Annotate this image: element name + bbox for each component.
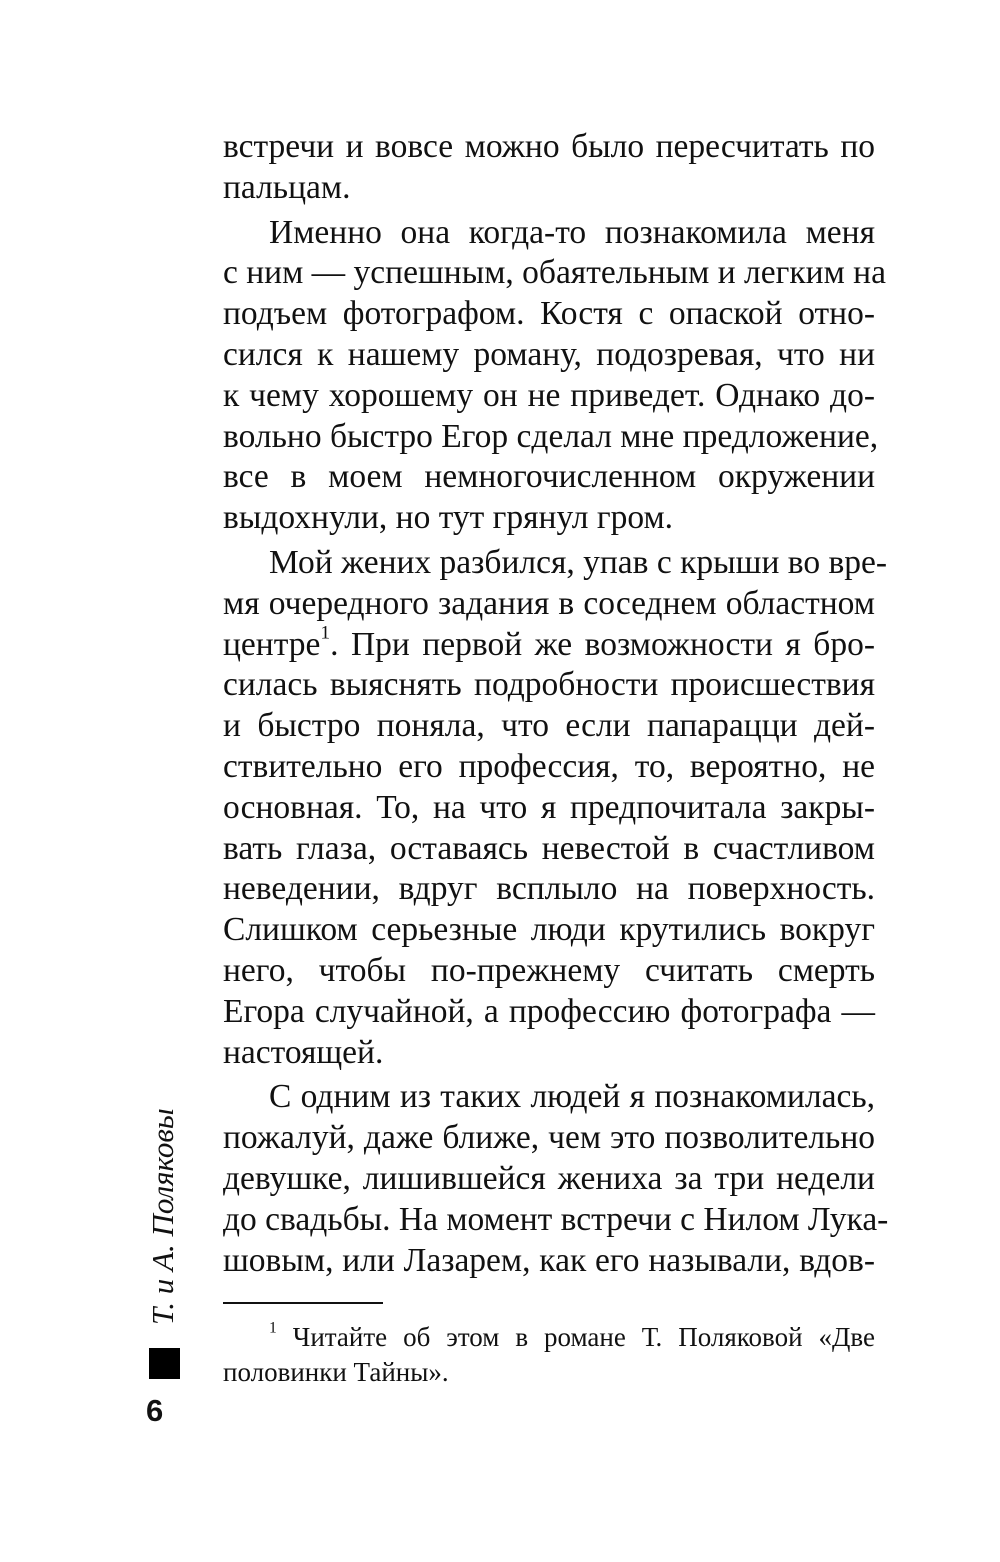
text-line: вольно быстро Егор сделал мне предложение, bbox=[223, 417, 879, 455]
text-line: вать глаза, оставаясь невестой в счастливом bbox=[223, 829, 875, 867]
footnote-reference: 1 bbox=[320, 622, 331, 644]
text-line: силась выяснять подробности происшествия bbox=[223, 666, 875, 704]
text-line: настоящей. bbox=[223, 1033, 384, 1071]
text-line: Мой жених разбился, упав с крыши во вре- bbox=[269, 543, 888, 581]
footnote-line: половинки Тайны». bbox=[223, 1357, 449, 1387]
text-line: него, чтобы по-прежнему считать смерть bbox=[223, 951, 875, 989]
text-line: подъем фотографом. Костя с опаской отно- bbox=[223, 295, 875, 333]
text-line: С одним из таких людей я познакомилась, bbox=[269, 1078, 875, 1116]
text-line: Слишком серьезные люди крутились вокруг bbox=[223, 911, 875, 949]
running-head-author: Т. и А. Поляковы bbox=[145, 1108, 180, 1325]
text-line: встречи и вовсе можно было пересчитать по bbox=[223, 128, 875, 165]
text-line: Егора случайной, а профессию фотографа — bbox=[223, 992, 875, 1030]
text-line: и быстро поняла, что если папарацци дей- bbox=[223, 707, 875, 745]
page-marker-square bbox=[149, 1348, 180, 1379]
text-line: все в моем немногочисленном окружении bbox=[223, 458, 875, 496]
text-line: Именно она когда-то познакомила меня bbox=[269, 213, 875, 251]
footnote-line bbox=[223, 1320, 875, 1355]
text-line: пожалуй, даже ближе, чем это позволительно bbox=[223, 1119, 875, 1157]
page-number: 6 bbox=[146, 1393, 164, 1428]
text-fragment: центре bbox=[223, 625, 321, 663]
text-line: шовым, или Лазарем, как его называли, вдов- bbox=[223, 1241, 875, 1279]
text-line: девушке, лишившейся жениха за три недели bbox=[223, 1159, 875, 1197]
text-fragment: . При первой же возможности я бро- bbox=[330, 625, 875, 663]
footnote bbox=[223, 1320, 875, 1390]
footnote-marker: 1 bbox=[269, 1319, 277, 1337]
text-line: выдохнули, но тут грянул гром. bbox=[223, 499, 674, 537]
text-line: до свадьбы. На момент встречи с Нилом Лука- bbox=[223, 1200, 889, 1238]
text-line: с ним — успешным, обаятельным и легким на bbox=[223, 254, 886, 292]
text-line: неведении, вдруг всплыло на поверхность. bbox=[223, 870, 875, 908]
text-line: пальцам. bbox=[223, 168, 351, 206]
footnote-text: Читайте об этом в романе Т. Поляковой «Две bbox=[276, 1322, 875, 1352]
footnote-divider bbox=[223, 1302, 383, 1304]
text-line: сился к нашему роману, подозревая, что ни bbox=[223, 335, 875, 373]
text-line: мя очередного задания в соседнем областном bbox=[223, 584, 875, 622]
text-line: ствительно его профессия, то, вероятно, не bbox=[223, 747, 875, 785]
main-text bbox=[223, 127, 889, 1281]
text-line: основная. То, на что я предпочитала закры- bbox=[223, 788, 875, 826]
text-line bbox=[223, 622, 875, 666]
text-line: к чему хорошему он не приведет. Однако до- bbox=[223, 376, 875, 414]
